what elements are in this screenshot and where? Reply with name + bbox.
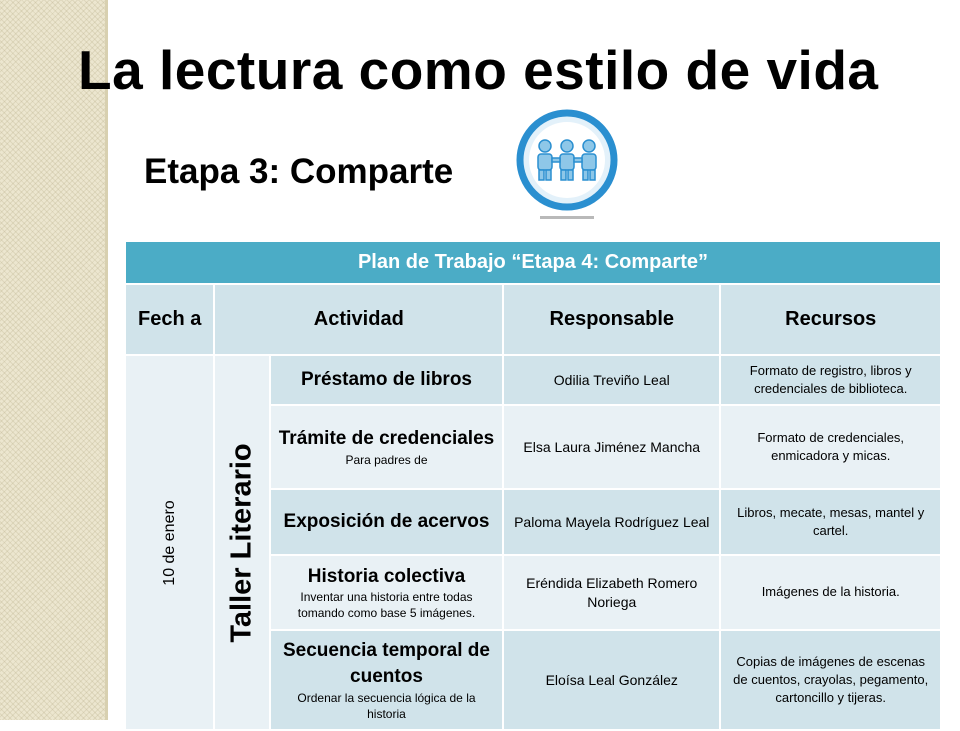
activity-title: Secuencia temporal de cuentos <box>282 639 490 688</box>
responsible-cell: Odilia Treviño Leal <box>503 355 720 405</box>
resources-cell: Imágenes de la historia. <box>720 555 941 630</box>
sidebar-texture <box>0 0 105 720</box>
activity-title: Préstamo de libros <box>300 368 472 390</box>
activity-title: Trámite de credenciales <box>278 427 495 449</box>
activity-cell <box>270 405 503 489</box>
responsible-cell: Paloma Mayela Rodríguez Leal <box>503 489 720 555</box>
date-label: 10 de enero <box>160 499 178 586</box>
resources-cell: Formato de credenciales, enmicadora y micas. <box>720 405 941 489</box>
workshop-label: Taller Literario <box>225 442 258 643</box>
sidebar-edge <box>105 0 108 720</box>
responsible-cell: Eloísa Leal González <box>503 630 720 730</box>
resources-cell: Copias de imágenes de escenas de cuentos, crayolas, pegamento, cartoncillo y tijeras. <box>720 630 941 730</box>
activity-note: Ordenar la secuencia lógica de la historia <box>297 691 476 721</box>
workshop-cell <box>214 355 269 730</box>
resources-cell: Formato de registro, libros y credenciales de biblioteca. <box>720 355 941 405</box>
resources-cell: Libros, mecate, mesas, mantel y cartel. <box>720 489 941 555</box>
activity-cell <box>270 555 503 630</box>
responsible-cell: Elsa Laura Jiménez Mancha <box>503 405 720 489</box>
table-header: Plan de Trabajo “Etapa 4: Comparte” <box>125 241 941 284</box>
date-cell <box>125 355 214 730</box>
page-subtitle: Etapa 3: Comparte <box>144 152 454 191</box>
column-header-date: Fech a <box>125 284 214 355</box>
table-row <box>125 355 941 405</box>
activity-note: Para padres de <box>345 452 428 467</box>
activity-note: Inventar una historia entre todas tomando como base 5 imágenes. <box>297 590 476 620</box>
activity-cell <box>270 355 503 405</box>
activity-title: Historia colectiva <box>307 565 466 587</box>
activity-cell <box>270 630 503 730</box>
three-people-circle-logo-icon <box>512 108 622 223</box>
column-header-resources: Recursos <box>720 284 941 355</box>
activity-cell <box>270 489 503 555</box>
column-header-activity: Actividad <box>214 284 503 355</box>
activity-title: Exposición de acervos <box>283 510 490 532</box>
page-title: La lectura como estilo de vida <box>78 39 879 101</box>
column-header-responsible: Responsable <box>503 284 720 355</box>
work-plan-table <box>124 240 942 731</box>
responsible-cell: Eréndida Elizabeth Romero Noriega <box>503 555 720 630</box>
